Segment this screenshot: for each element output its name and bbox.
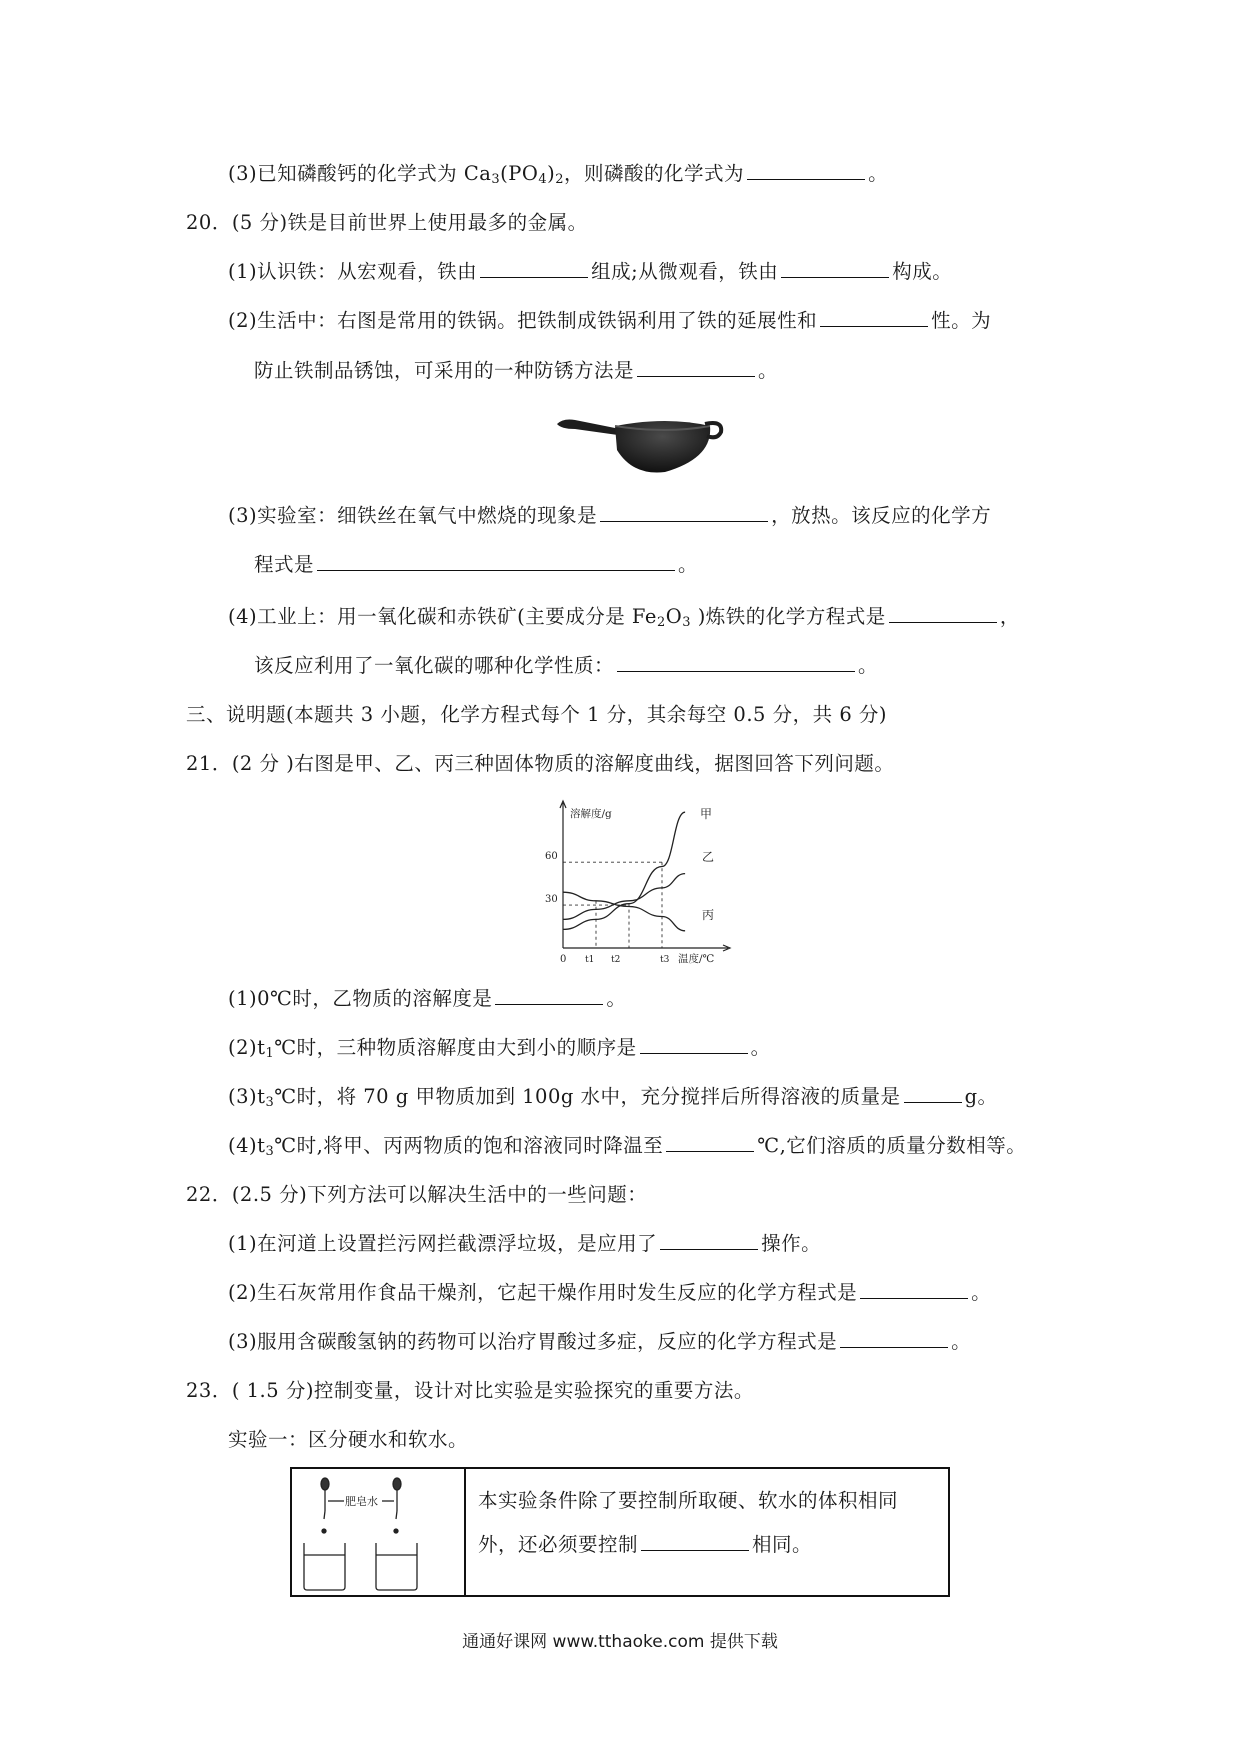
q20-part2: (2)生活中：右图是常用的铁锅。把铁制成铁锅利用了铁的延展性和 性。为: [228, 309, 992, 332]
q20-heading: 20．(5 分)铁是目前世界上使用最多的金属。: [186, 211, 588, 234]
answer-blank[interactable]: [617, 652, 855, 672]
answer-blank[interactable]: [840, 1328, 948, 1348]
y-tick-60: 60: [545, 851, 558, 862]
experiment-figure-cell: [292, 1469, 466, 1595]
q22-part3: (3)服用含碳酸氢钠的药物可以治疗胃酸过多症，反应的化学方程式是 。: [228, 1330, 972, 1353]
q21-part1: (1)0℃时，乙物质的溶解度是 。: [228, 987, 627, 1010]
q20-part3-cont: 程式是 。: [254, 553, 699, 576]
curve-yi: [563, 874, 685, 920]
answer-blank[interactable]: [495, 985, 603, 1005]
q23-exp1-title: 实验一：区分硬水和软水。: [228, 1428, 469, 1451]
q20-part1: (1)认识铁：从宏观看，铁由 组成;从微观看，铁由 构成。: [228, 260, 953, 283]
answer-blank[interactable]: [860, 1279, 968, 1299]
q20-part2-cont: 防止铁制品锈蚀，可采用的一种防锈方法是 。: [254, 359, 779, 382]
x-tick-t2: t2: [611, 955, 621, 965]
q23-heading: 23．( 1.5 分)控制变量，设计对比实验是实验探究的重要方法。: [186, 1379, 754, 1402]
answer-blank[interactable]: [820, 307, 928, 327]
experiment-text-cell: [466, 1469, 948, 1595]
series-label-jia: 甲: [700, 807, 713, 821]
q22-heading: 22．(2.5 分)下列方法可以解决生活中的一些问题：: [186, 1183, 648, 1206]
series-label-bing: 丙: [702, 908, 715, 922]
answer-blank[interactable]: [889, 603, 997, 623]
answer-blank[interactable]: [747, 160, 865, 180]
q21-part3: $(3)t_3℃$时，将 70 g 甲物质加到 100g 水中，充分搅拌后所得溶液的质量是 g。: [228, 1085, 998, 1110]
answer-blank[interactable]: [640, 1034, 748, 1054]
series-label-yi: 乙: [702, 850, 715, 864]
curve-jia: [563, 812, 685, 929]
q22-part1: (1)在河道上设置拦污网拦截漂浮垃圾，是应用了 操作。: [228, 1232, 822, 1255]
y-tick-30: 30: [545, 894, 558, 905]
answer-blank[interactable]: [666, 1132, 754, 1152]
answer-blank[interactable]: [660, 1230, 758, 1250]
q20-part4-cont: 该反应利用了一氧化碳的哪种化学性质： 。: [254, 654, 879, 677]
q21-heading: 21．(2 分 )右图是甲、乙、丙三种固体物质的溶解度曲线，据图回答下列问题。: [186, 752, 895, 775]
exp-text-line1: 本实验条件除了要控制所取硬、软水的体积相同: [478, 1489, 899, 1512]
x-tick-0: 0: [560, 954, 567, 965]
q20-part4: (4)工业上：用一氧化碳和赤铁矿(主要成分是 $Fe_2O_3$ )炼铁的化学方程式是 ，: [228, 605, 1020, 630]
x-tick-t3: t3: [660, 955, 670, 965]
curve-bing: [563, 892, 685, 931]
exp-text-line2: 外，还必须要控制 相同。: [478, 1533, 813, 1556]
wok-image: [555, 410, 725, 480]
q19-part3: (3)已知磷酸钙的化学式为 $Ca_3(PO_4)_2$，则磷酸的化学式为 。: [228, 162, 889, 187]
x-tick-t1: t1: [585, 955, 595, 965]
q21-part2: $(2)t_1℃$时，三种物质溶解度由大到小的顺序是 。: [228, 1036, 771, 1061]
answer-blank[interactable]: [317, 551, 675, 571]
y-axis-label: 溶解度/g: [570, 808, 612, 820]
page-footer: 通通好课网 www.tthaoke.com 提供下载: [462, 1632, 778, 1652]
experiment-table: [290, 1467, 950, 1597]
answer-blank[interactable]: [637, 357, 755, 377]
section3-heading: 三、说明题(本题共 3 小题，化学方程式每个 1 分，其余每空 0.5 分，共 6 分): [186, 703, 888, 726]
solubility-chart: [520, 795, 740, 965]
q21-part4: $(4)t_3℃$时,将甲、丙两物质的饱和溶液同时降温至 ℃,它们溶质的质量分数相等。: [228, 1134, 1027, 1159]
q22-part2: (2)生石灰常用作食品干燥剂，它起干燥作用时发生反应的化学方程式是 。: [228, 1281, 992, 1304]
answer-blank[interactable]: [904, 1083, 962, 1103]
answer-blank[interactable]: [641, 1531, 749, 1551]
soap-water-beakers-figure: [292, 1469, 460, 1595]
answer-blank[interactable]: [600, 502, 768, 522]
x-axis-label: 温度/℃: [678, 953, 715, 965]
answer-blank[interactable]: [781, 258, 889, 278]
answer-blank[interactable]: [480, 258, 588, 278]
q20-part3: (3)实验室：细铁丝在氧气中燃烧的现象是 ，放热。该反应的化学方: [228, 504, 992, 527]
soap-water-label: 肥皂水: [345, 1495, 378, 1508]
